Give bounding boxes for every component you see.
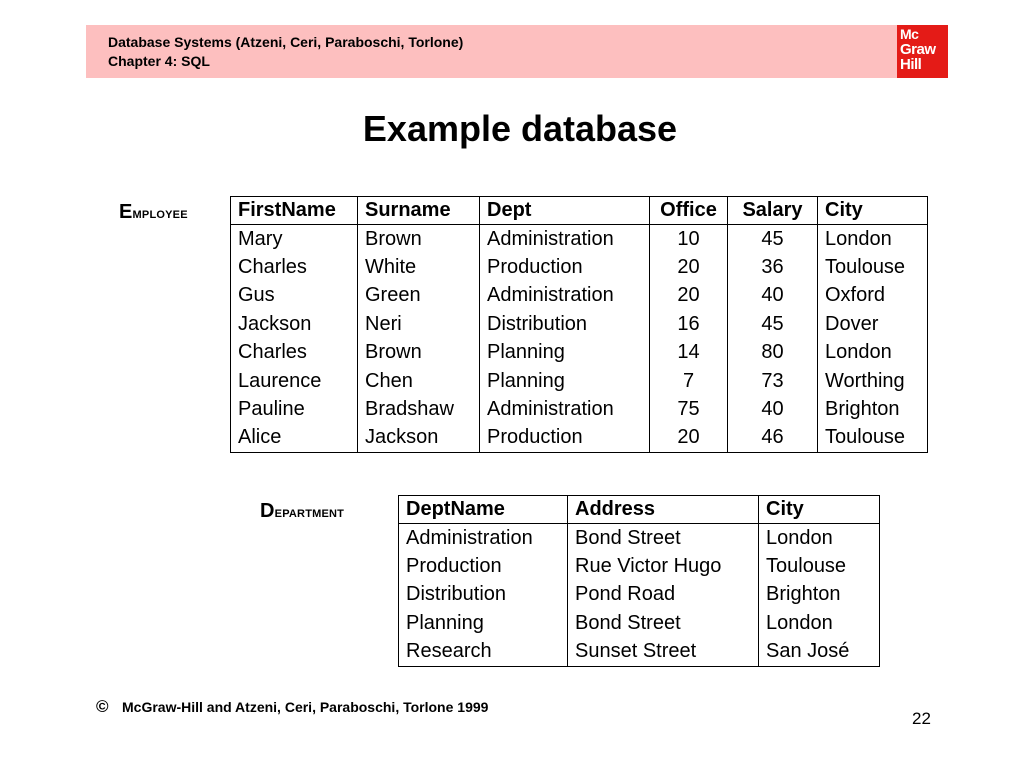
table-cell: London [759, 524, 880, 553]
table-cell: Planning [399, 609, 568, 637]
column-header: City [759, 496, 880, 524]
table-cell: 7 [650, 367, 728, 395]
table-cell: 45 [728, 225, 818, 254]
column-header: Salary [728, 197, 818, 225]
table-cell: 20 [650, 253, 728, 281]
table-cell: Oxford [818, 282, 928, 310]
table-cell: Toulouse [818, 253, 928, 281]
table-row [231, 395, 928, 423]
table-cell: Toulouse [759, 552, 880, 580]
table-cell: Toulouse [818, 424, 928, 453]
table-row [399, 581, 880, 609]
table-cell: Sunset Street [568, 638, 759, 667]
table-cell: Pond Road [568, 581, 759, 609]
table-cell: 40 [728, 282, 818, 310]
column-header: FirstName [231, 197, 358, 225]
table-cell: 46 [728, 424, 818, 453]
table-row [399, 552, 880, 580]
page-number: 22 [912, 709, 931, 728]
table-cell: London [818, 225, 928, 254]
table-cell: Production [399, 552, 568, 580]
table-cell: Distribution [480, 310, 650, 338]
employee-body [231, 225, 928, 453]
table-cell: 20 [650, 424, 728, 453]
table-cell: 75 [650, 395, 728, 423]
table-row [231, 282, 928, 310]
table-row [231, 367, 928, 395]
table-cell: 16 [650, 310, 728, 338]
table-cell: Brighton [818, 395, 928, 423]
chapter-title: Chapter 4: SQL [108, 53, 210, 69]
table-cell: Administration [480, 225, 650, 254]
table-cell: Chen [358, 367, 480, 395]
table-cell: Bond Street [568, 524, 759, 553]
department-header-row [399, 496, 880, 524]
logo-line-3: Hill [900, 56, 922, 73]
employee-header-row [231, 197, 928, 225]
table-row [231, 310, 928, 338]
table-row [231, 339, 928, 367]
table-cell: Pauline [231, 395, 358, 423]
table-cell: London [818, 339, 928, 367]
table-cell: Planning [480, 367, 650, 395]
table-cell: 40 [728, 395, 818, 423]
table-cell: Jackson [231, 310, 358, 338]
department-relation-name: Department [260, 500, 345, 522]
table-cell: Neri [358, 310, 480, 338]
table-cell: 80 [728, 339, 818, 367]
department-body [399, 524, 880, 667]
table-cell: Bradshaw [358, 395, 480, 423]
table-cell: Charles [231, 253, 358, 281]
table-cell: Green [358, 282, 480, 310]
table-cell: Production [480, 253, 650, 281]
page-title: Example database [362, 108, 678, 149]
table-cell: 45 [728, 310, 818, 338]
employee-relation-name: Employee [119, 201, 188, 223]
table-row [231, 424, 928, 453]
table-cell: Brown [358, 225, 480, 254]
table-cell: Distribution [399, 581, 568, 609]
table-cell: Bond Street [568, 609, 759, 637]
table-cell: Administration [480, 282, 650, 310]
copyright-icon: © [96, 697, 109, 716]
table-row [399, 609, 880, 637]
table-cell: Planning [480, 339, 650, 367]
table-cell: Rue Victor Hugo [568, 552, 759, 580]
table-cell: 10 [650, 225, 728, 254]
table-cell: Worthing [818, 367, 928, 395]
table-cell: Mary [231, 225, 358, 254]
column-header: Surname [358, 197, 480, 225]
table-cell: Research [399, 638, 568, 667]
logo-line-2: Graw [900, 41, 936, 58]
table-cell: San José [759, 638, 880, 667]
table-cell: Jackson [358, 424, 480, 453]
table-cell: Alice [231, 424, 358, 453]
logo-line-1: Mc [900, 26, 919, 42]
column-header: Office [650, 197, 728, 225]
table-row [399, 638, 880, 667]
header-text [108, 33, 463, 71]
department-table [398, 495, 880, 667]
table-cell: White [358, 253, 480, 281]
table-cell: Dover [818, 310, 928, 338]
table-cell: Administration [480, 395, 650, 423]
footer-credit: McGraw-Hill and Atzeni, Ceri, Paraboschi, Torlone 1999 [122, 699, 489, 715]
table-cell: Brighton [759, 581, 880, 609]
column-header: City [818, 197, 928, 225]
table-row [231, 253, 928, 281]
table-cell: Charles [231, 339, 358, 367]
table-cell: Production [480, 424, 650, 453]
table-cell: Gus [231, 282, 358, 310]
table-cell: Administration [399, 524, 568, 553]
table-cell: Laurence [231, 367, 358, 395]
table-cell: London [759, 609, 880, 637]
book-title: Database Systems (Atzeni, Ceri, Paraboschi, Torlone) [108, 34, 464, 50]
table-row [399, 524, 880, 553]
column-header: Address [568, 496, 759, 524]
table-cell: 14 [650, 339, 728, 367]
column-header: Dept [480, 197, 650, 225]
column-header: DeptName [399, 496, 568, 524]
table-cell: 73 [728, 367, 818, 395]
mcgraw-hill-logo [897, 25, 948, 78]
table-cell: 20 [650, 282, 728, 310]
table-cell: Brown [358, 339, 480, 367]
table-cell: 36 [728, 253, 818, 281]
table-row [231, 225, 928, 254]
employee-table [230, 196, 928, 453]
